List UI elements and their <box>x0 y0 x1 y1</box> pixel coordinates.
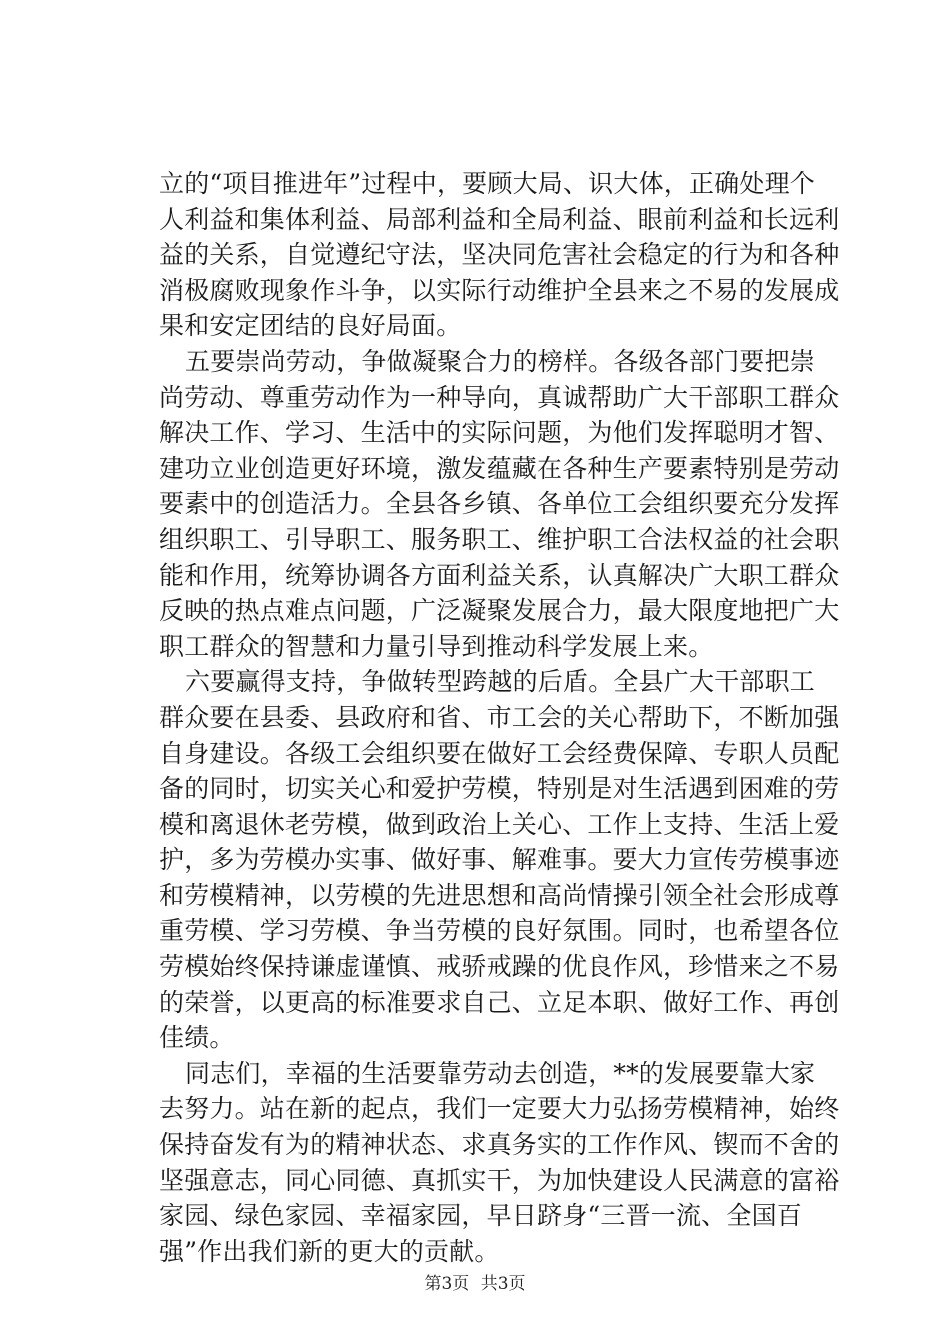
text-line: 人利益和集体利益、局部利益和全局利益、眼前利益和长远利 <box>159 204 840 234</box>
text-line: 职工群众的智慧和力量引导到推动科学发展上来。 <box>159 631 714 661</box>
page-footer <box>0 1273 950 1295</box>
text-line: 能和作用，统筹协调各方面利益关系，认真解决广大职工群众 <box>159 560 840 590</box>
text-line: 的荣誉，以更高的标准要求自己、立足本职、做好工作、再创 <box>159 987 840 1017</box>
text-line: 组织职工、引导职工、服务职工、维护职工合法权益的社会职 <box>159 524 840 554</box>
text-line: 果和安定团结的良好局面。 <box>159 311 462 341</box>
text-line: 强”作出我们新的更大的贡献。 <box>159 1236 500 1266</box>
text-line: 立的“项目推进年”过程中，要顾大局、识大体，正确处理个 <box>159 169 815 198</box>
text-line: 尚劳动、尊重劳动作为一种导向，真诚帮助广大干部职工群众 <box>159 382 840 412</box>
text-line: 坚强意志，同心同德、真抓实干，为加快建设人民满意的富裕 <box>159 1165 840 1195</box>
text-line: 佳绩。 <box>159 1023 235 1053</box>
text-line: 模和离退休老劳模，做到政治上关心、工作上支持、生活上爱 <box>159 809 840 839</box>
text-line: 要素中的创造活力。全县各乡镇、各单位工会组织要充分发挥 <box>159 489 840 519</box>
text-line: 重劳模、学习劳模、争当劳模的良好氛围。同时，也希望各位 <box>159 916 840 946</box>
text-line: 备的同时，切实关心和爱护劳模，特别是对生活遇到困难的劳 <box>159 774 840 804</box>
text-line: 解决工作、学习、生活中的实际问题，为他们发挥聪明才智、 <box>159 418 840 448</box>
document-body <box>159 166 840 1269</box>
text-line: 家园、绿色家园、幸福家园，早日跻身“三晋一流、全国百 <box>159 1201 802 1231</box>
text-line: 五要崇尚劳动，争做凝聚合力的榜样。各级各部门要把崇 <box>185 346 816 376</box>
page-number: 第3页 <box>424 1274 470 1294</box>
text-line: 劳模始终保持谦虚谨慎、戒骄戒躁的优良作风，珍惜来之不易 <box>159 952 840 982</box>
text-line: 反映的热点难点问题，广泛凝聚发展合力，最大限度地把广大 <box>159 596 840 626</box>
text-line: 去努力。站在新的起点，我们一定要大力弘扬劳模精神，始终 <box>159 1094 840 1124</box>
text-line: 建功立业创造更好环境，激发蕴藏在各种生产要素特别是劳动 <box>159 453 840 483</box>
text-line: 和劳模精神，以劳模的先进思想和高尚情操引领全社会形成尊 <box>159 880 840 910</box>
text-line: 自身建设。各级工会组织要在做好工会经费保障、专职人员配 <box>159 738 840 768</box>
text-line: 益的关系，自觉遵纪守法，坚决同危害社会稳定的行为和各种 <box>159 240 840 270</box>
page-total: 共3页 <box>480 1274 526 1294</box>
text-line: 群众要在县委、县政府和省、市工会的关心帮助下，不断加强 <box>159 702 840 732</box>
text-line: 六要赢得支持，争做转型跨越的后盾。全县广大干部职工 <box>185 667 816 697</box>
text-line: 保持奋发有为的精神状态、求真务实的工作作风、锲而不舍的 <box>159 1130 840 1160</box>
text-line: 护，多为劳模办实事、做好事、解难事。要大力宣传劳模事迹 <box>159 845 840 875</box>
text-line: 同志们，幸福的生活要靠劳动去创造，**的发展要靠大家 <box>185 1058 816 1088</box>
text-line: 消极腐败现象作斗争，以实际行动维护全县来之不易的发展成 <box>159 275 840 305</box>
